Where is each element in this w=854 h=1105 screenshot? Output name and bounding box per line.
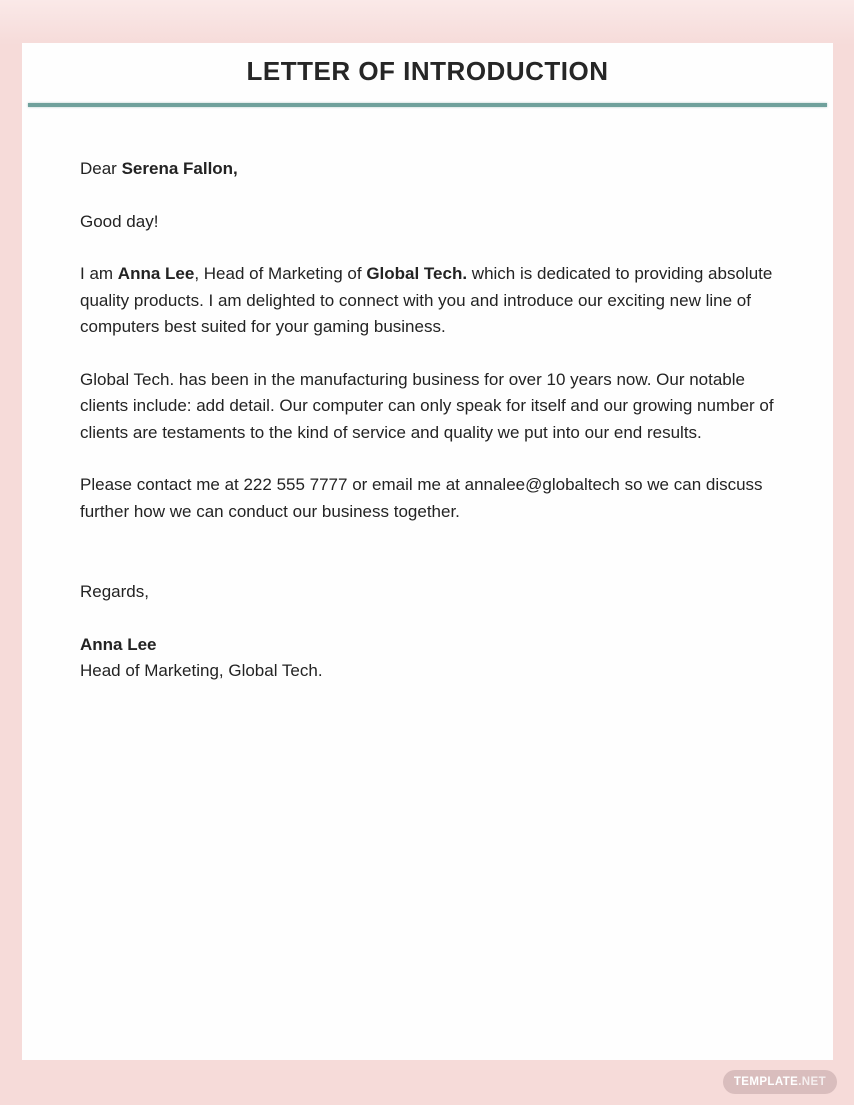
- sender-name-inline: Anna Lee: [117, 264, 195, 283]
- signature-title: Head of Marketing, Global Tech.: [80, 661, 323, 680]
- recipient-name: Serena Fallon,: [121, 159, 238, 178]
- template-net-badge[interactable]: [723, 1070, 837, 1094]
- salutation: [80, 156, 781, 183]
- paragraph-company-background: Global Tech. has been in the manufacturing business for over 10 years now. Our notable clients include: add detail. Our computer can only speak for itself and our growing number of clients are testaments to the kind of service and quality we put into our end results.: [80, 369, 774, 442]
- signature-name: Anna Lee: [80, 634, 157, 654]
- closing: Regards,: [80, 582, 149, 601]
- salutation-prefix: Dear: [80, 159, 122, 178]
- page-title: LETTER OF INTRODUCTION: [246, 56, 609, 86]
- badge-brand: TEMPLATE: [733, 1076, 799, 1088]
- title-divider: [28, 103, 827, 107]
- document-page: [22, 43, 833, 1060]
- intro-text-2: , Head of Marketing of: [194, 264, 367, 283]
- intro-text-3: which is dedicated to providing absolute quality products. I am delighted to connect with you and introduce our exciting new line of computers best suited for your gaming business.: [80, 264, 773, 336]
- signature-block: [80, 632, 781, 685]
- paragraph-contact: Please contact me at 222 555 7777 or email me at annalee@globaltech so we can discuss further how we can conduct our business together.: [80, 475, 763, 521]
- badge-brand-suffix: .NET: [798, 1076, 826, 1088]
- letter-body: [22, 156, 833, 685]
- paragraph-intro: [80, 261, 781, 341]
- company-name-inline: Global Tech.: [366, 264, 468, 283]
- greeting: Good day!: [80, 211, 159, 231]
- intro-text-1: I am: [80, 264, 118, 283]
